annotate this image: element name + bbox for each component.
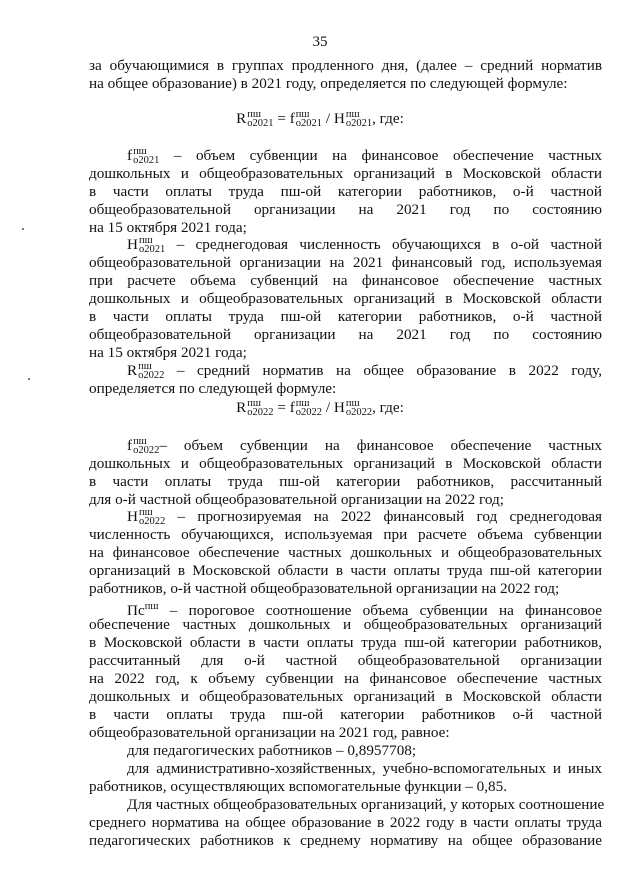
text-line: рассчитанный для о-й частной общеобразовательной организации: [89, 652, 602, 669]
text-line: на общее образование) в 2021 году, определяется по следующей формуле:: [89, 75, 568, 92]
definition-R2022: R пш o2022 – средний норматив на общее образование в 2022 году,: [127, 360, 602, 381]
text-line: педагогических работников к среднему нормативу на общее образование: [89, 832, 602, 849]
definition-f2021: f пш o2021 – объем субвенции на финансовое обеспечение частных: [127, 145, 602, 166]
text-line: общеобразовательной организации на 2021 год по состоянию: [89, 326, 602, 343]
text-line: общеобразовательной организации на 2021 финансовый год, используемая: [89, 254, 602, 271]
text-line: дошкольных и общеобразовательных организаций в Московской области: [89, 455, 602, 472]
text-line: обеспечение частных дошкольных и общеобразовательных организаций: [89, 616, 602, 633]
formula-symbol-H2022: H пш o2022: [333, 397, 373, 418]
text-line: на 2022 год, к объему субвенции на финансовое обеспечение частных: [89, 670, 602, 687]
definition-H2021: H пш o2021 – среднегодовая численность обучающихся в о-ой частной: [127, 234, 602, 255]
text-line: на финансовое обеспечение частных дошкольных и общеобразовательных: [89, 544, 602, 561]
text-line: при расчете объема субвенций на финансовое обеспечение частных: [89, 272, 602, 289]
symbol-f2021: f пш o2021: [127, 145, 160, 166]
formula-symbol-H2021: H пш o2021: [333, 108, 373, 129]
symbol-R2022: R пш o2022: [127, 360, 165, 381]
text-line: общеобразовательной организации на 2021 год по состоянию: [89, 201, 602, 218]
text-line: численность обучающихся, используемая при расчете объема субвенции: [89, 526, 602, 543]
formula-symbol-R2021: R пш o2021: [236, 108, 274, 129]
text-line: на 15 октября 2021 года;: [89, 219, 247, 236]
text-line: организаций в Московской области в части оплаты труда пш-ой категории: [89, 562, 602, 579]
definition-Pc: $Пс^{пш}$ – пороговое соотношение объема субвенции на финансовое: [89, 598, 602, 620]
text-line: среднего норматива на общее образование в 2022 году в части оплаты труда: [89, 814, 602, 831]
definition-H2022: H пш o2022 – прогнозируемая на 2022 финансовый год среднегодовая: [127, 506, 602, 527]
text-line: в части оплаты труда пш-ой категории работников, рассчитанный: [89, 473, 602, 490]
text-line: дошкольных и общеобразовательных организаций в Московской области: [89, 165, 602, 182]
text-line: в части оплаты труда пш-ой категории работников, о-й частной: [89, 183, 602, 200]
formula-symbol-f2021: f пш o2021: [289, 108, 323, 129]
text-line: на 15 октября 2021 года;: [89, 344, 247, 361]
text-line: в части оплаты труда пш-ой категории работников, о-й частной: [89, 308, 602, 325]
text-line: работников, осуществляющих вспомогательные функции – 0,85.: [89, 778, 508, 795]
text-line: определяется по следующей формуле:: [89, 380, 337, 397]
definition-f2022: f пш o2022 – объем субвенции на финансовое обеспечение частных: [127, 435, 602, 456]
symbol-H2022: H пш o2022: [127, 506, 166, 527]
text-line: Для частных общеобразовательных организаций, у которых соотношение: [127, 796, 605, 813]
formula-2022: R пш o2022 = f пш o2022 / H пш o2022 , где:: [236, 397, 404, 418]
symbol-H2021: H пш o2021: [127, 234, 166, 255]
text-line: для педагогических работников – 0,8957708;: [127, 742, 417, 759]
text-line: дошкольных и общеобразовательных организаций в Московской области: [89, 688, 602, 705]
symbol-Pc: $Пс^{пш}$: [127, 601, 159, 619]
formula-symbol-R2022: R пш o2022: [236, 397, 274, 418]
text-line: дошкольных и общеобразовательных организаций в Московской области: [89, 290, 602, 307]
text-line: общеобразовательной организации на 2021 год, равное:: [89, 724, 450, 741]
text-line: в части оплаты труда пш-ой категории работников о-й частной: [89, 706, 602, 723]
scan-speck: [28, 378, 30, 380]
text-line: работников, о-й частной общеобразовательной организации на 2022 год;: [89, 580, 560, 597]
page-number: 35: [312, 34, 328, 50]
text-line: за обучающимися в группах продленного дня, (далее – средний норматив: [89, 57, 602, 74]
text-line: в Московской области в части оплаты труда пш-ой категории работников,: [89, 634, 602, 651]
formula-2021: R пш o2021 = f пш o2021 / H пш o2021 , где:: [236, 108, 404, 129]
formula-symbol-f2022: f пш o2022: [289, 397, 323, 418]
scan-speck: [22, 228, 24, 230]
symbol-f2022: f пш o2022: [127, 435, 160, 456]
text-line: для о-й частной общеобразовательной организации на 2022 год;: [89, 491, 504, 508]
text-line: для административно-хозяйственных, учебно-вспомогательных и иных: [127, 760, 602, 777]
